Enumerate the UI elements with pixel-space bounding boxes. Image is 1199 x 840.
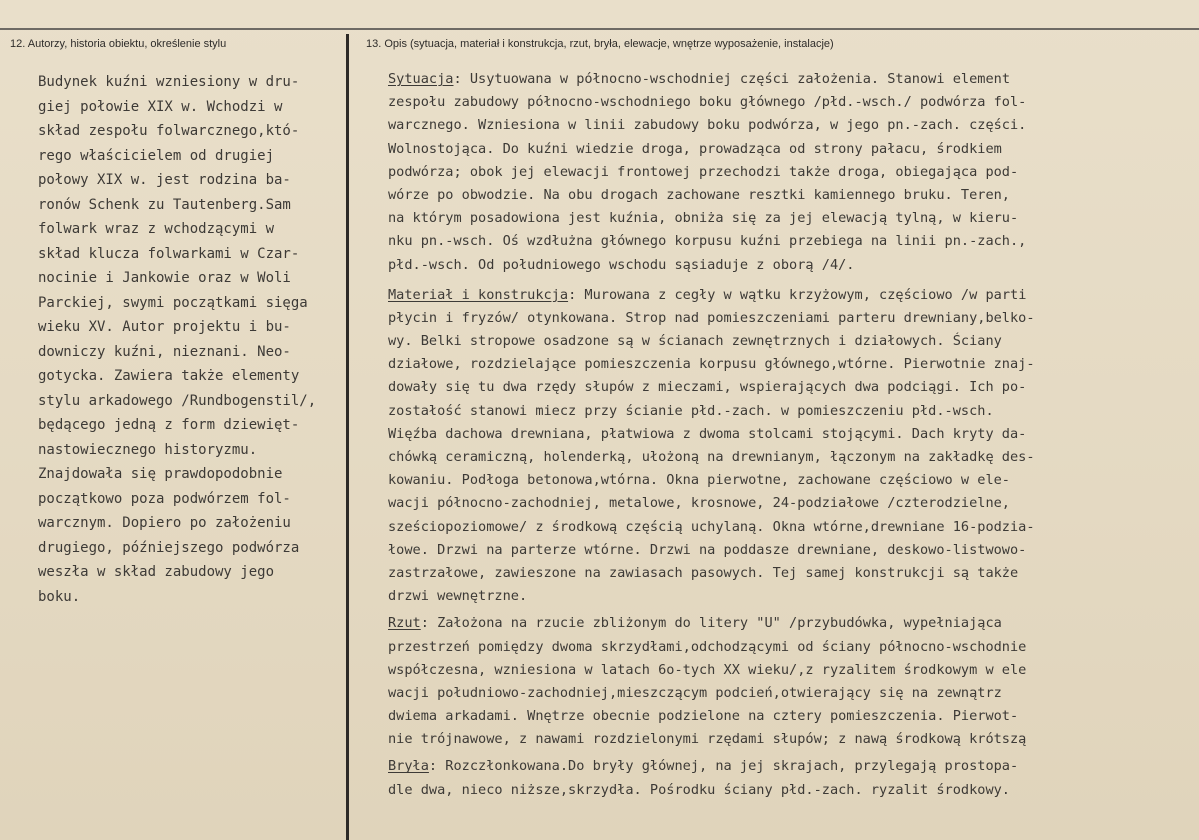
section-text-line: współczesna, wzniesiona w latach 6o-tych XX wieku/,z ryzalitem środkowym w ele xyxy=(388,661,1027,678)
section-text-line: łowe. Drzwi na parterze wtórne. Drzwi na poddasze drewniane, deskowo-listwowo- xyxy=(388,541,1027,558)
left-text-line: nastowiecznego historyzmu. xyxy=(38,441,258,458)
left-text-line: skład klucza folwarkami w Czar- xyxy=(38,245,300,262)
section-text-line: Więźba dachowa drewniana, płatwiowa z dwoma stolcami stojącymi. Dach kryty da- xyxy=(388,425,1027,442)
section-first-line xyxy=(388,68,1198,91)
section-text-line: podwórza; obok jej elewacji frontowej przechodzi także droga, obiegająca pod- xyxy=(388,163,1019,180)
section-text-line: działowe, rozdzielające pomieszczenia korpusu głównego,wtórne. Pierwotnie znaj- xyxy=(388,356,1035,373)
section-text-line: warcznego. Wzniesiona w linii zabudowy boku podwórza, w jego pn.-zach. części. xyxy=(388,117,1027,134)
column-divider xyxy=(346,34,349,840)
section-text-line: zastrzałowe, zawieszone na zawiasach pasowych. Tej samej konstrukcji są także xyxy=(388,564,1019,581)
section-first-line-text: : Rozczłonkowana.Do bryły głównej, na jej skrajach, przylegają prostopa- xyxy=(428,758,1019,775)
section-text-line: chówką ceramiczną, holenderką, ułożoną na drewnianym, łączonym na zakładkę des- xyxy=(388,449,1035,465)
section-text-line: drzwi wewnętrzne. xyxy=(388,588,528,605)
section-heading: Bryła xyxy=(388,758,429,775)
left-text-line: połowy XIX w. jest rodzina ba- xyxy=(38,172,291,188)
top-rule xyxy=(0,28,1199,30)
left-text-line: Budynek kuźni wzniesiony w dru- xyxy=(38,74,300,90)
section-text-line: wy. Belki stropowe osadzone są w ścianach zewnętrznych i działowych. Ściany xyxy=(388,333,1002,350)
left-text-line: Znajdowała się prawdopodobnie xyxy=(38,466,283,482)
left-text-line: ronów Schenk zu Tautenberg.Sam xyxy=(38,196,291,213)
section-text-line: sześciopoziomowe/ z środkową częścią uchylaną. Okna wtórne,drewniane 16-podzia- xyxy=(388,518,1035,535)
section-text-line: zostałość stanowi miecz przy ścianie płd.-zach. w pomieszczeniu płd.-wsch. xyxy=(388,402,994,419)
section-text-line: wacji północno-zachodniej, metalowe, krosnowe, 24-podziałowe /czterodzielne, xyxy=(388,495,1010,512)
section-first-line-text: : Usytuowana w północno-wschodniej części założenia. Stanowi element xyxy=(453,71,1011,87)
header-description: 13. Opis (sytuacja, materiał i konstrukcja, rzut, bryła, elewacje, wnętrze wyposażenie, instalacje) xyxy=(366,38,834,50)
section-heading: Sytuacja xyxy=(388,71,454,87)
section-first-line xyxy=(388,612,1198,635)
section-heading: Materiał i konstrukcja xyxy=(388,286,569,303)
left-text-line: początkowo poza podwórzem fol- xyxy=(38,490,291,507)
section-sytuacja xyxy=(388,68,1198,277)
left-text-line: rego właścicielem od drugiej xyxy=(38,147,275,164)
left-text-line: nocinie i Jankowie oraz w Woli xyxy=(38,270,291,286)
section-text-line: wacji południowo-zachodniej,mieszczącym podcień,otwierający się na zewnątrz xyxy=(388,684,1002,701)
section-materiał-i-konstrukcja xyxy=(388,284,1198,609)
section-text-line: dwiema arkadami. Wnętrze obecnie podzielone na cztery pomieszczenia. Pierwot- xyxy=(388,708,1019,725)
left-text-line: będącego jedną z form dziewięt- xyxy=(38,417,300,433)
section-text-line: płd.-wsch. Od południowego wschodu sąsiaduje z oborą /4/. xyxy=(388,256,855,273)
section-text-line: płycin i fryzów/ otynkowana. Strop nad pomieszczeniami parteru drewniany,belko- xyxy=(388,309,1035,326)
section-text-line: przestrzeń pomiędzy dwoma skrzydłami,odchodzącymi od ściany północno-wschodnie xyxy=(388,638,1027,655)
section-text-line: wórze po obwodzie. Na obu drogach zachowane resztki kamiennego bruku. Teren, xyxy=(388,186,1010,203)
right-column-text xyxy=(388,68,1198,802)
left-text-line: warcznym. Dopiero po założeniu xyxy=(38,515,291,531)
left-text-line: Parckiej, swymi początkami sięga xyxy=(38,294,308,311)
section-text-line: dowały się tu dwa rzędy słupów z mieczami, wspierających dwa podciągi. Ich po- xyxy=(388,379,1027,396)
section-heading: Rzut xyxy=(388,615,421,632)
section-text-line: zespołu zabudowy północno-wschodniego boku głównego /płd.-wsch./ podwórza fol- xyxy=(388,94,1027,111)
section-text-line: na którym posadowiona jest kuźnia, obniża się za jej elewacją tylną, w kieru- xyxy=(388,210,1019,227)
left-text-line: drugiego, późniejszego podwórza xyxy=(38,539,300,556)
left-text-line: stylu arkadowego /Rundbogenstil/, xyxy=(38,392,317,409)
left-text-line: skład zespołu folwarcznego,któ- xyxy=(38,123,300,139)
section-text-line: dle dwa, nieco niższe,skrzydła. Pośrodku ściany płd.-zach. ryzalit środkowy. xyxy=(388,781,1010,798)
section-first-line-text: : Murowana z cegły w wątku krzyżowym, częściowo /w parti xyxy=(568,286,1027,303)
left-text-line: downiczy kuźni, nieznani. Neo- xyxy=(38,343,291,360)
left-text-line: giej połowie XIX w. Wchodzi w xyxy=(38,98,283,115)
section-first-line xyxy=(388,284,1198,307)
left-text-line: wieku XV. Autor projektu i bu- xyxy=(38,319,291,335)
section-text-line: nku pn.-wsch. Oś wzdłużna głównego korpusu kuźni przebiega na linii pn.-zach., xyxy=(388,233,1027,250)
left-text-line: weszła w skład zabudowy jego xyxy=(38,564,275,580)
section-text-line: kowaniu. Podłoga betonowa,wtórna. Okna pierwotne, zachowane częściowo w ele- xyxy=(388,472,1010,489)
left-text-line: folwark wraz z wchodzącymi w xyxy=(38,221,275,237)
section-first-line xyxy=(388,755,1198,778)
section-rzut xyxy=(388,612,1198,751)
section-text-line: nie trójnawowe, z nawami rozdzielonymi rzędami słupów; z nawą środkową krótszą xyxy=(388,731,1027,748)
section-bryła xyxy=(388,755,1198,801)
left-text-line: gotycka. Zawiera także elementy xyxy=(38,368,300,384)
left-column-text xyxy=(38,70,338,609)
left-text-line: boku. xyxy=(38,588,81,605)
section-first-line-text: : Założona na rzucie zbliżonym do litery "U" /przybudówka, wypełniająca xyxy=(420,615,1002,632)
header-authors-history: 12. Autorzy, historia obiektu, określenie stylu xyxy=(10,38,227,50)
section-text-line: Wolnostojąca. Do kuźni wiedzie droga, prowadząca od strony pałacu, środkiem xyxy=(388,140,1002,157)
